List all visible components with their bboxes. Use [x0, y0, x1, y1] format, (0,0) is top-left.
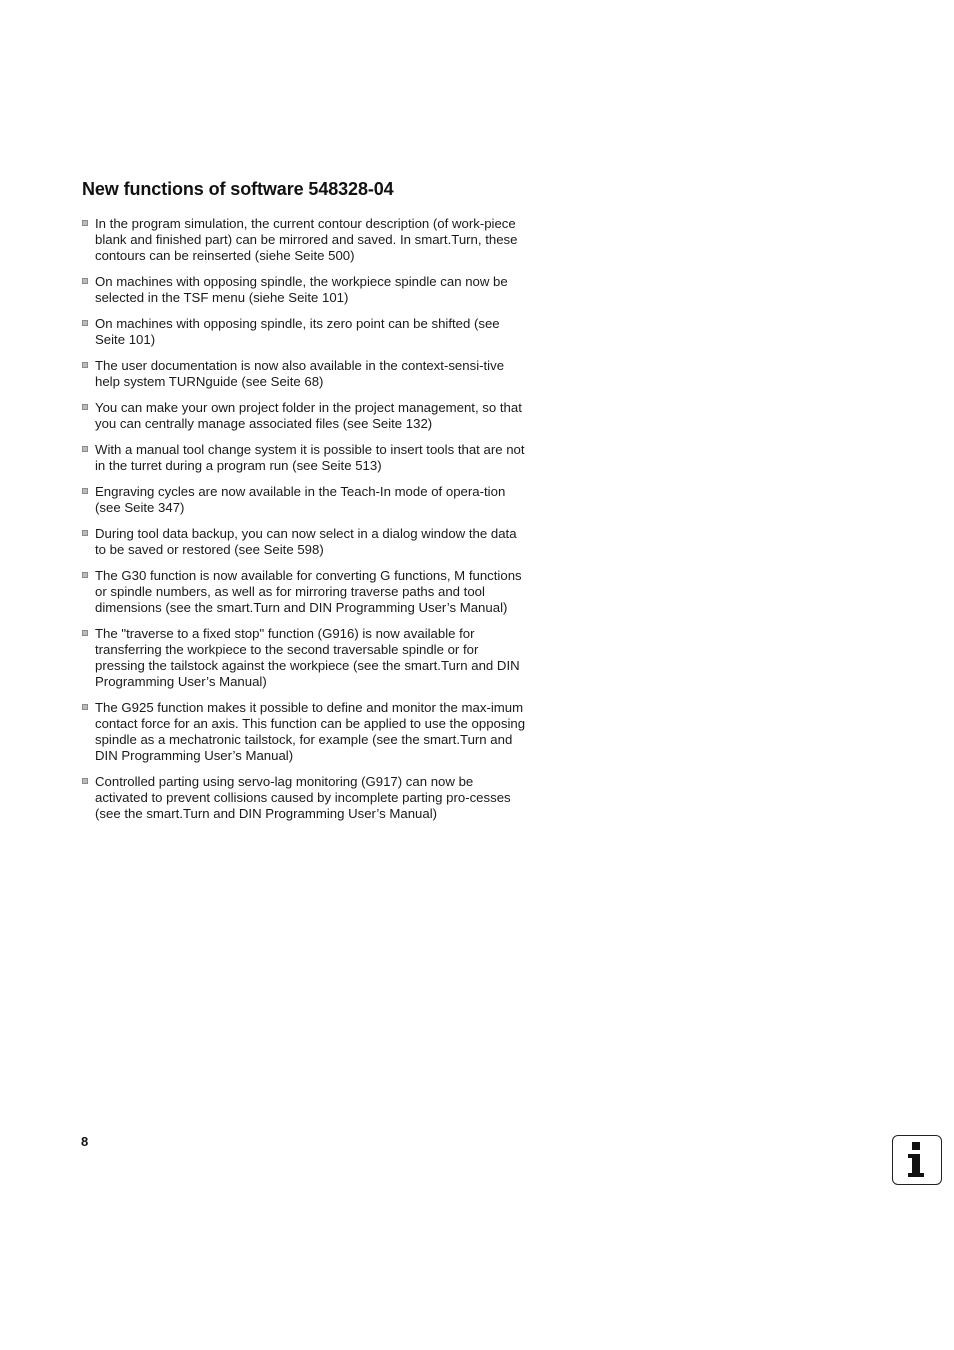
- list-item: [82, 700, 528, 764]
- list-item: [82, 626, 528, 690]
- list-item: [82, 568, 528, 616]
- square-bullet-icon: [82, 404, 88, 410]
- list-item-text: On machines with opposing spindle, the workpiece spindle can now be selected in the TSF menu (siehe Seite 101): [95, 274, 508, 305]
- square-bullet-icon: [82, 572, 88, 578]
- square-bullet-icon: [82, 778, 88, 784]
- list-item-text: In the program simulation, the current contour description (of work-piece blank and finished part) can be mirrored and saved. In smart.Turn, these contours can be reinserted (siehe Seite 500): [95, 216, 518, 263]
- list-item-text: The G925 function makes it possible to define and monitor the max-imum contact force for an axis. This function can be applied to use the opposing spindle as a mechatronic tailstock, for example (see the smart.Turn and DIN Programming User’s Manual): [95, 700, 526, 763]
- list-item-text: The user documentation is now also available in the context-sensi-tive help system TURNguide (see Seite 68): [95, 358, 505, 389]
- square-bullet-icon: [82, 362, 88, 368]
- list-item: [82, 774, 528, 822]
- list-item-text: You can make your own project folder in the project management, so that you can centrally manage associated files (see Seite 132): [95, 400, 522, 431]
- square-bullet-icon: [82, 446, 88, 452]
- list-item: [82, 526, 528, 558]
- list-item: [82, 216, 528, 264]
- list-item-text: Engraving cycles are now available in the Teach-In mode of opera-tion (see Seite 347): [95, 484, 506, 515]
- list-item-text: During tool data backup, you can now select in a dialog window the data to be saved or restored (see Seite 598): [95, 526, 517, 557]
- square-bullet-icon: [82, 630, 88, 636]
- list-item: [82, 400, 528, 432]
- square-bullet-icon: [82, 530, 88, 536]
- list-item-text: Controlled parting using servo-lag monitoring (G917) can now be activated to prevent collisions caused by incomplete parting pro-cesses (see the smart.Turn and DIN Programming User’s Manual): [95, 774, 511, 821]
- list-item-text: With a manual tool change system it is possible to insert tools that are not in the turret during a program run (see Seite 513): [95, 442, 525, 473]
- square-bullet-icon: [82, 278, 88, 284]
- list-item-text: On machines with opposing spindle, its zero point can be shifted (see Seite 101): [95, 316, 500, 347]
- list-item: [82, 358, 528, 390]
- square-bullet-icon: [82, 704, 88, 710]
- list-item: [82, 484, 528, 516]
- list-item: [82, 442, 528, 474]
- feature-list: [82, 216, 528, 832]
- square-bullet-icon: [82, 320, 88, 326]
- square-bullet-icon: [82, 220, 88, 226]
- info-icon: [892, 1135, 942, 1185]
- square-bullet-icon: [82, 488, 88, 494]
- list-item: [82, 274, 528, 306]
- page-title: New functions of software 548328-04: [82, 179, 394, 199]
- list-item: [82, 316, 528, 348]
- page-number: 8: [81, 1134, 89, 1149]
- info-glyph: [893, 1136, 940, 1183]
- list-item-text: The "traverse to a fixed stop" function (G916) is now available for transferring the workpiece to the second traversable spindle or for pressing the tailstock against the workpiece (see the smart.Turn and DIN Programming User’s Manual): [95, 626, 520, 689]
- list-item-text: The G30 function is now available for converting G functions, M functions or spindle numbers, as well as for mirroring traverse paths and tool dimensions (see the smart.Turn and DIN Programming User’s Manual): [95, 568, 522, 615]
